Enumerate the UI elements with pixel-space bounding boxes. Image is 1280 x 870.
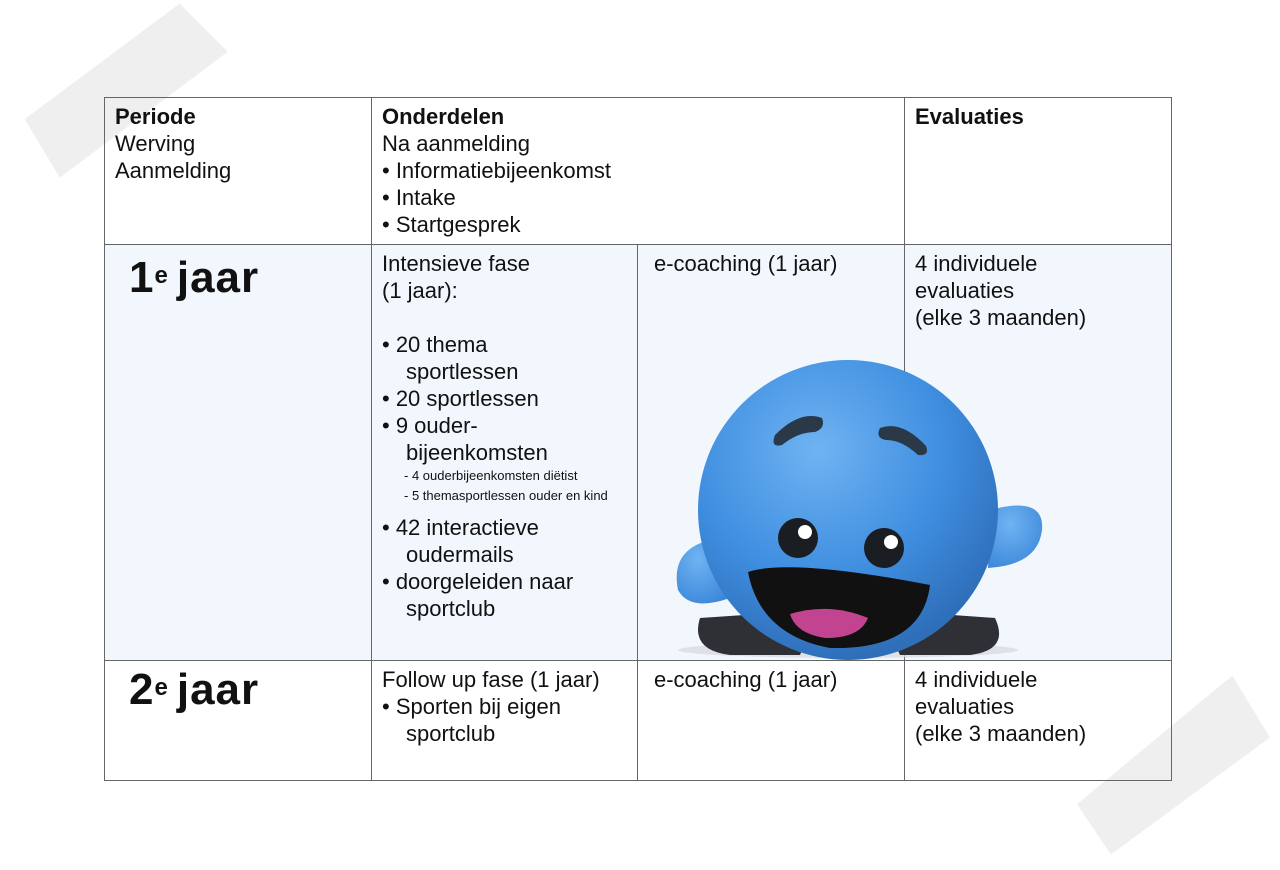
header-row [105,98,1172,245]
year2-sup: e [154,674,169,701]
year1-sub-item: - 5 themasportlessen ouder en kind [404,488,608,503]
year2-evaluation-line: evaluaties [915,694,1015,719]
periode-title: Periode [115,104,196,129]
year1-label [115,250,361,302]
evaluaties-title: Evaluaties [915,104,1024,129]
mascot-right-eye [864,528,904,568]
year2-evaluation-cell [905,661,1172,781]
periode-line: Aanmelding [115,158,232,183]
year1-item: • 42 interactieve [382,515,539,540]
year1-sup: e [154,262,169,289]
onderdelen-line: • Intake [382,185,456,210]
year2-ecoaching: e-coaching (1 jaar) [654,667,838,692]
mascot-right-eye-shine [884,535,898,549]
onderdelen-line: Na aanmelding [382,131,530,156]
periode-cell [105,98,372,245]
year2-label-cell [105,661,372,781]
year2-evaluation-line: (elke 3 maanden) [915,721,1087,746]
onderdelen-line: • Startgesprek [382,212,521,237]
year1-word: jaar [176,253,260,302]
year1-evaluation-line: 4 individuele [915,251,1038,276]
year1-item: • 20 sportlessen [382,386,539,411]
periode-line: Werving [115,131,196,156]
evaluaties-header-cell [905,98,1172,245]
year1-item-cont: bijeenkomsten [406,440,548,465]
year2-label [115,666,361,714]
onderdelen-title: Onderdelen [382,104,505,129]
year2-number: 2 [129,665,155,714]
year2-phase-line: • Sporten bij eigen [382,694,561,719]
year1-label-cell [105,245,372,661]
year2-phase-line: Follow up fase (1 jaar) [382,667,600,692]
year1-evaluation-line: (elke 3 maanden) [915,305,1087,330]
year2-evaluation-line: 4 individuele [915,667,1038,692]
mascot-left-eye-shine [798,525,812,539]
year1-phase-cell [372,245,638,661]
year1-item: • 9 ouder- [382,413,478,438]
year2-phase-cont: sportclub [406,721,496,746]
year1-item: • 20 thema [382,332,488,357]
year1-item-cont: sportlessen [406,359,519,384]
year2-ecoaching-cell [638,661,905,781]
year1-item-cont: sportclub [406,596,496,621]
year2-phase-cell [372,661,638,781]
year1-evaluation-line: evaluaties [915,278,1015,303]
onderdelen-line: • Informatiebijeenkomst [382,158,612,183]
onderdelen-cell [372,98,905,245]
year2-row [105,661,1172,781]
year1-phase-line: Intensieve fase [382,251,530,276]
year1-item: • doorgeleiden naar [382,569,574,594]
year1-ecoaching: e-coaching (1 jaar) [654,251,838,276]
blue-mascot-illustration [650,350,1050,670]
year2-word: jaar [176,665,260,714]
year1-phase-line: (1 jaar): [382,278,458,303]
mascot-left-eye [778,518,818,558]
year1-item-cont: oudermails [406,542,514,567]
year1-number: 1 [129,253,155,302]
year1-sub-item: - 4 ouderbijeenkomsten diëtist [404,468,578,483]
